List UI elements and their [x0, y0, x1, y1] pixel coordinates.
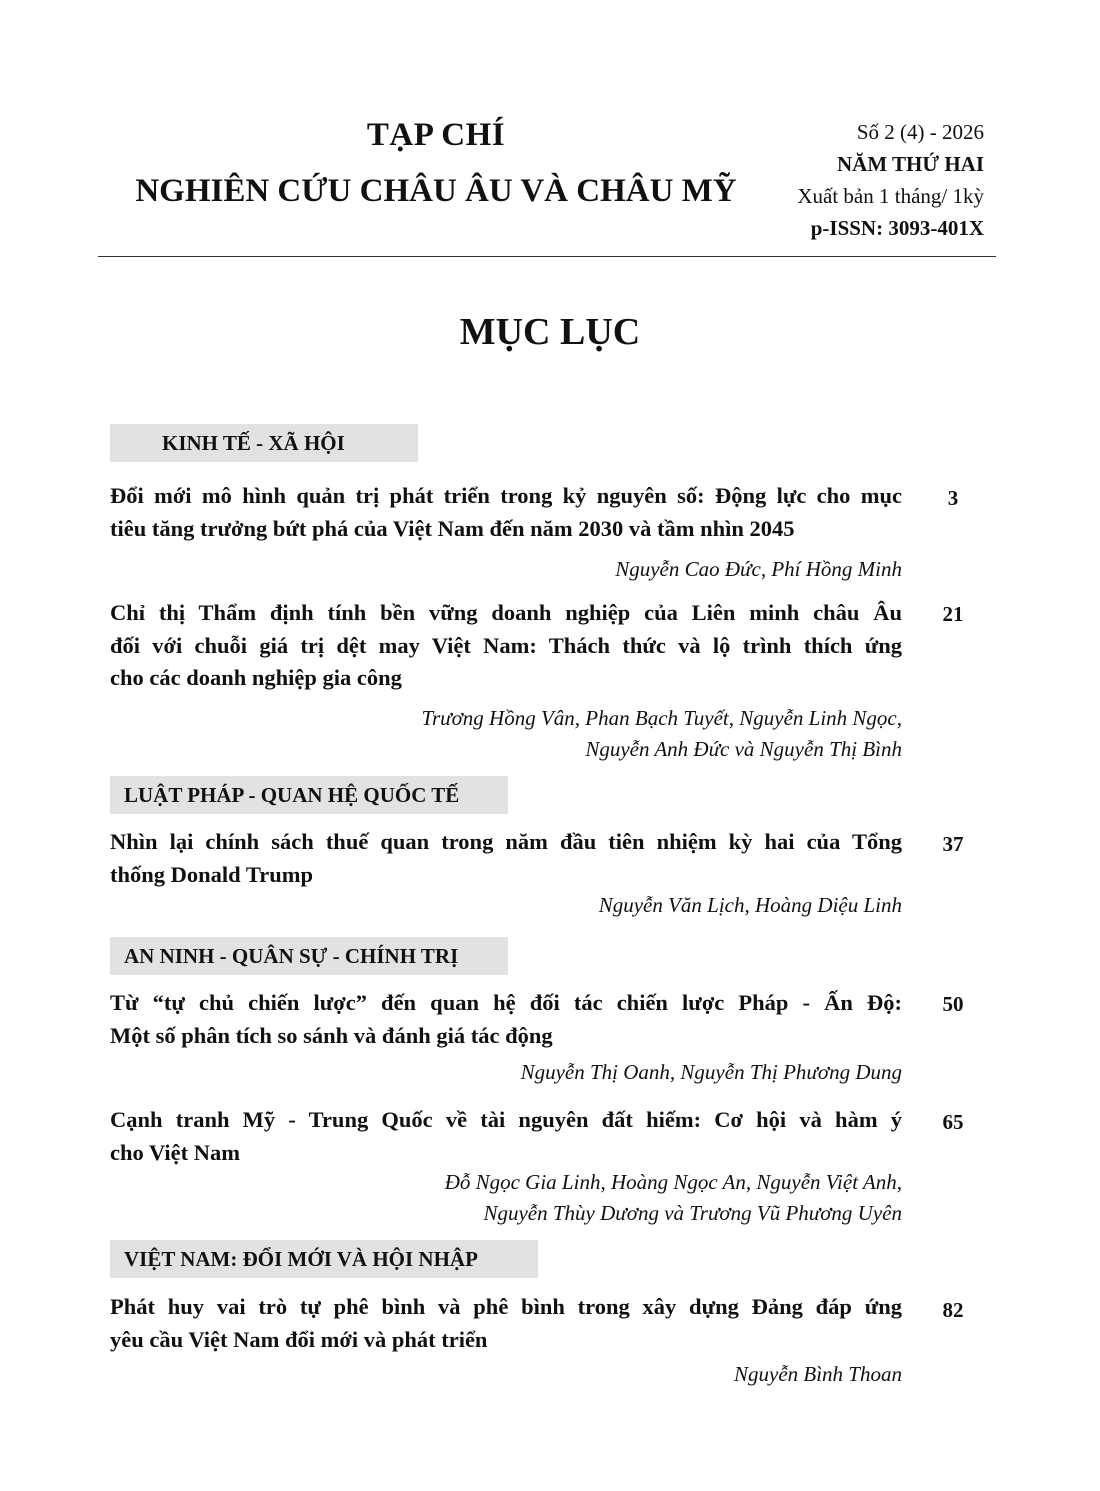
article-authors	[110, 1057, 902, 1088]
section-heading: AN NINH - QUÂN SỰ - CHÍNH TRỊ	[110, 937, 508, 975]
article-title[interactable]	[110, 1291, 902, 1356]
publication-year: NĂM THỨ HAI	[837, 152, 984, 176]
article-title[interactable]	[110, 1104, 902, 1169]
article-title[interactable]	[110, 480, 902, 545]
section-heading: KINH TẾ - XÃ HỘI	[110, 424, 418, 462]
article-title-line: Một số phân tích so sánh và đánh giá tác động	[110, 1022, 553, 1048]
article-authors	[110, 890, 902, 921]
article-authors	[110, 1359, 902, 1390]
article-page-number: 65	[942, 1110, 964, 1134]
author-line: Nguyễn Anh Đức và Nguyễn Thị Bình	[585, 737, 902, 761]
issue-info	[797, 116, 984, 244]
section-heading: LUẬT PHÁP - QUAN HỆ QUỐC TẾ	[110, 776, 508, 814]
article-page-number: 37	[942, 832, 964, 856]
article-title[interactable]	[110, 987, 902, 1052]
section-heading: VIỆT NAM: ĐỔI MỚI VÀ HỘI NHẬP	[110, 1240, 538, 1278]
article-title-line: đối với chuỗi giá trị dệt may Việt Nam: Thách thức và lộ trình thích ứng	[110, 632, 902, 658]
article-title[interactable]	[110, 597, 902, 695]
header-divider	[98, 256, 996, 257]
article-title[interactable]	[110, 826, 902, 891]
article-authors	[110, 703, 902, 765]
journal-title	[96, 112, 776, 214]
journal-title-line2: NGHIÊN CỨU CHÂU ÂU VÀ CHÂU MỸ	[135, 173, 737, 209]
article-title-line: Nhìn lại chính sách thuế quan trong năm đầu tiên nhiệm kỳ hai của Tổng	[110, 829, 902, 854]
issue-number: Số 2 (4) - 2026	[856, 120, 984, 144]
journal-title-line1: TẠP CHÍ	[366, 117, 506, 153]
article-title-line: Đổi mới mô hình quản trị phát triển trong kỷ nguyên số: Động lực cho mục	[110, 483, 902, 508]
article-title-line: cho các doanh nghiệp gia công	[110, 665, 402, 690]
article-title-line: yêu cầu Việt Nam đổi mới và phát triển	[110, 1326, 488, 1352]
author-line: Đỗ Ngọc Gia Linh, Hoàng Ngọc An, Nguyễn Việt Anh,	[444, 1170, 902, 1194]
author-line: Nguyễn Thùy Dương và Trương Vũ Phương Uyên	[483, 1201, 902, 1225]
author-line: Nguyễn Thị Oanh, Nguyễn Thị Phương Dung	[520, 1060, 902, 1084]
article-title-line: Phát huy vai trò tự phê bình và phê bình trong xây dựng Đảng đáp ứng	[110, 1294, 902, 1319]
article-title-line: cho Việt Nam	[110, 1139, 240, 1165]
article-page-number: 3	[947, 486, 959, 510]
article-authors	[110, 554, 902, 585]
author-line: Nguyễn Bình Thoan	[734, 1362, 902, 1386]
article-page-number: 82	[942, 1298, 964, 1322]
article-authors	[110, 1167, 902, 1229]
issn: p-ISSN: 3093-401X	[810, 216, 984, 240]
article-title-line: thống Donald Trump	[110, 861, 313, 887]
publication-frequency: Xuất bản 1 tháng/ 1kỳ	[797, 184, 984, 208]
author-line: Nguyễn Văn Lịch, Hoàng Diệu Linh	[598, 893, 902, 917]
article-page-number: 21	[942, 602, 964, 626]
article-title-line: Từ “tự chủ chiến lược” đến quan hệ đối tác chiến lược Pháp - Ấn Độ:	[110, 990, 902, 1015]
author-line: Nguyễn Cao Đức, Phí Hồng Minh	[615, 557, 902, 581]
author-line: Trương Hồng Vân, Phan Bạch Tuyết, Nguyễn Linh Ngọc,	[421, 706, 902, 730]
toc-heading: MỤC LỤC	[459, 311, 641, 353]
article-page-number: 50	[942, 992, 964, 1016]
article-title-line: Chỉ thị Thẩm định tính bền vững doanh nghiệp của Liên minh châu Âu	[110, 600, 902, 625]
article-title-line: tiêu tăng trưởng bứt phá của Việt Nam đến năm 2030 và tầm nhìn 2045	[110, 515, 795, 541]
article-title-line: Cạnh tranh Mỹ - Trung Quốc về tài nguyên đất hiếm: Cơ hội và hàm ý	[110, 1107, 902, 1132]
